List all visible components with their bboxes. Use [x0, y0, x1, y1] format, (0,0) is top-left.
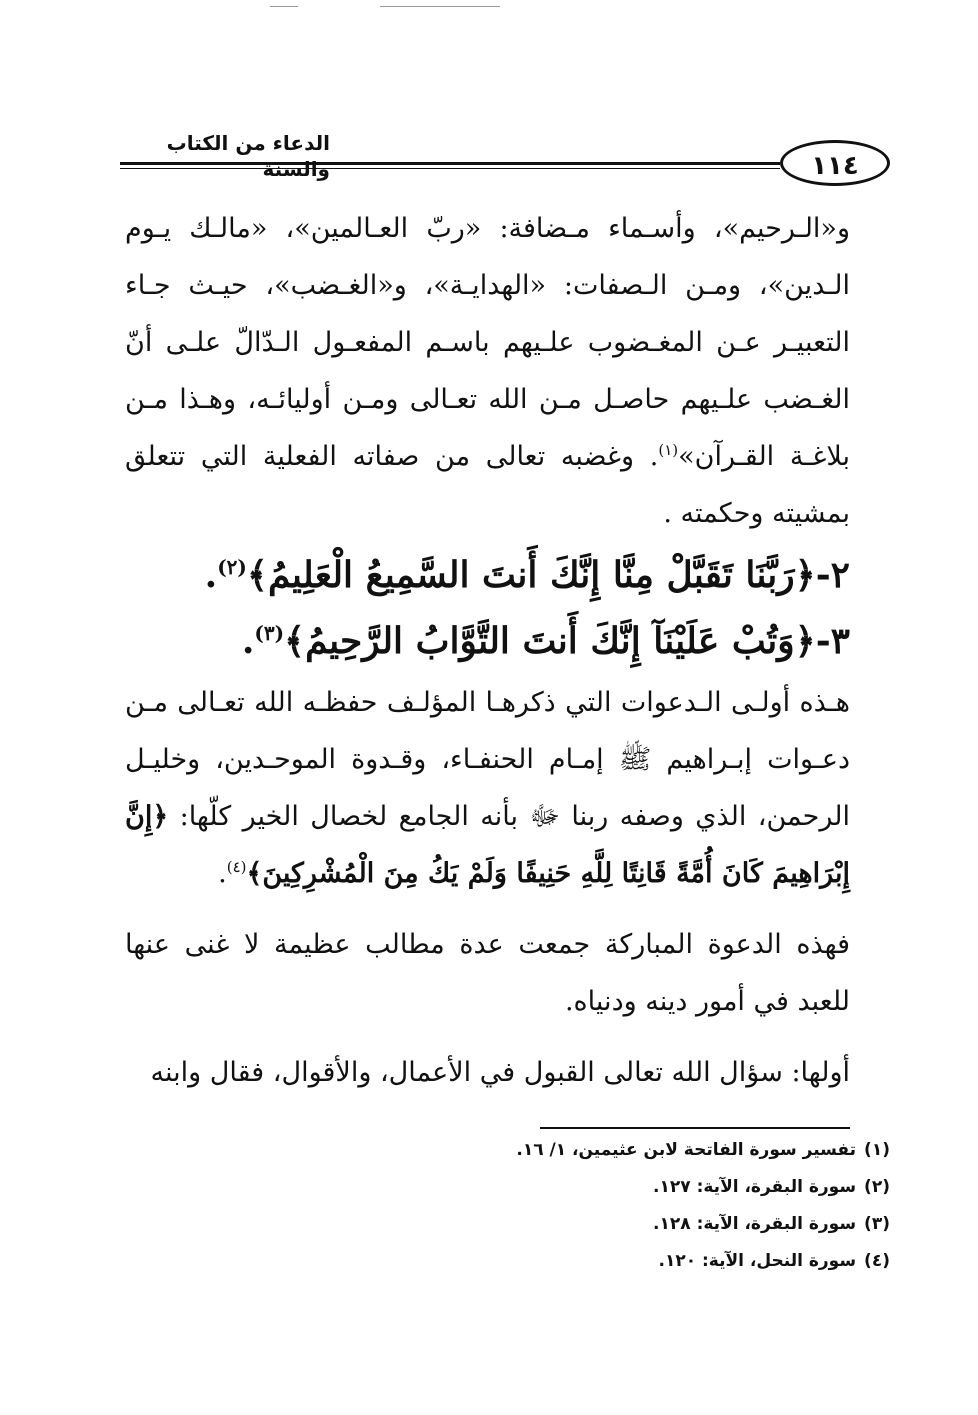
footnote-4-text: سورة النحل، الآية: ١٢٠. — [658, 1251, 857, 1271]
paragraph-1-tail: . وغضبه تعالى من صفاته الفعلية التي تتعلق بمشيته وحكمته . — [125, 441, 850, 529]
page-header — [120, 130, 890, 190]
top-scan-marks — [270, 6, 500, 8]
paragraph-3: فهذه الدعوة المباركة جمعت عدة مطالب عظيمة لا غنى عنها للعبد في أمور دينه ودنياه. — [125, 929, 850, 1017]
footnote-ref-2: (٢) — [217, 555, 247, 579]
verse-2-text: ٢-﴿رَبَّنَا تَقَبَّلْ مِنَّا إِنَّكَ أَنتَ السَّمِيعُ الْعَلِيمُ﴾ — [246, 554, 850, 596]
paragraph-1-text: و«الـرحيم»، وأسـماء مـضافة: «ربّ العـالمين»، «مالـك يـوم الـدين»، ومـن الـصفات: «الهدايـة»، و«الغـضب»، حيـث جـاء التعبيـر عـن المغـضوب علـيهم باسـم المفعـول الـدّالّ علـى أنّ الغـضب علـيهم حاصـل مـن الله تعـالى ومـن أوليائـه، وهـذا مـن بلاغـة القـرآن» — [125, 213, 850, 472]
paragraph-1 — [125, 200, 850, 542]
footnote-ref-3: (٣) — [254, 621, 285, 645]
footnote-1 — [125, 1132, 890, 1169]
paragraph-2-quran: ﴿إِنَّ إِبْرَاهِيمَ كَانَ أُمَّةً قَانِتًا لِلَّهِ حَنِيفًا وَلَمْ يَكُ مِنَ الْمُشْرِكِينَ﴾ — [125, 801, 850, 889]
footnote-rule — [540, 1127, 850, 1129]
footnote-4-number: (٤) — [864, 1251, 890, 1271]
verse-3-text: ٣-﴿وَتُبْ عَلَيْنَآ إِنَّكَ أَنتَ التَّوَّابُ الرَّحِيمُ﴾ — [284, 620, 850, 662]
footnote-2 — [125, 1169, 890, 1206]
page-number-badge: ١١٤ — [780, 140, 890, 186]
verse-2: ٢-﴿رَبَّنَا تَقَبَّلْ مِنَّا إِنَّكَ أَنتَ السَّمِيعُ الْعَلِيمُ﴾$^{(٢)}$. — [204, 554, 850, 596]
footnote-2-text: سورة البقرة، الآية: ١٢٧. — [653, 1177, 857, 1197]
paragraph-2-text: هـذه أولـى الـدعوات التي ذكرهـا المؤلـف حفظـه الله تعـالى مـن دعـوات إبـراهيم ﷺ إمـام الحنفـاء، وقـدوة الموحـدين، وخليـل الرحمن، الذي وصفه ربنا ﷻ بأنه الجامع لخصال الخير كلّها: — [125, 687, 850, 832]
header-rule — [120, 162, 780, 169]
footnote-ref-4: (٤) — [226, 858, 247, 876]
footnote-ref-1: (١) — [658, 441, 679, 459]
verse-3: ٣-﴿وَتُبْ عَلَيْنَآ إِنَّكَ أَنتَ التَّوَّابُ الرَّحِيمُ﴾$^{(٣)}$. — [241, 620, 850, 662]
footnote-3 — [125, 1206, 890, 1243]
footnote-1-number: (١) — [864, 1140, 890, 1160]
footnote-3-text: سورة البقرة، الآية: ١٢٨. — [653, 1214, 857, 1234]
footnote-1-text: تفسير سورة الفاتحة لابن عثيمين، ١/ ١٦. — [516, 1140, 857, 1160]
paragraph-4: أولها: سؤال الله تعالى القبول في الأعمال، والأقوال، فقال وابنه — [150, 1057, 850, 1088]
main-text — [125, 200, 850, 1101]
footnotes — [125, 1132, 890, 1280]
footnote-2-number: (٢) — [864, 1177, 890, 1197]
footnote-4 — [125, 1243, 890, 1280]
running-title: الدعاء من الكتاب والسنة — [166, 131, 330, 181]
footnote-3-number: (٣) — [864, 1214, 890, 1234]
paragraph-2: هـذه أولـى الـدعوات التي ذكرهـا المؤلـف حفظـه الله تعـالى مـن دعـوات إبـراهيم ﷺ إمـام الحنفـاء، وقـدوة الموحـدين، وخليـل الرحمن، الذي وصفه ربنا ﷻ بأنه الجامع لخصال الخير كلّها: ﴿إِنَّ إِبْرَاهِيمَ كَانَ أُمَّةً قَانِتًا لِلَّهِ حَنِيفًا وَلَمْ يَكُ مِنَ الْمُشْرِكِينَ﴾$^{(٤)}$. — [125, 687, 850, 889]
